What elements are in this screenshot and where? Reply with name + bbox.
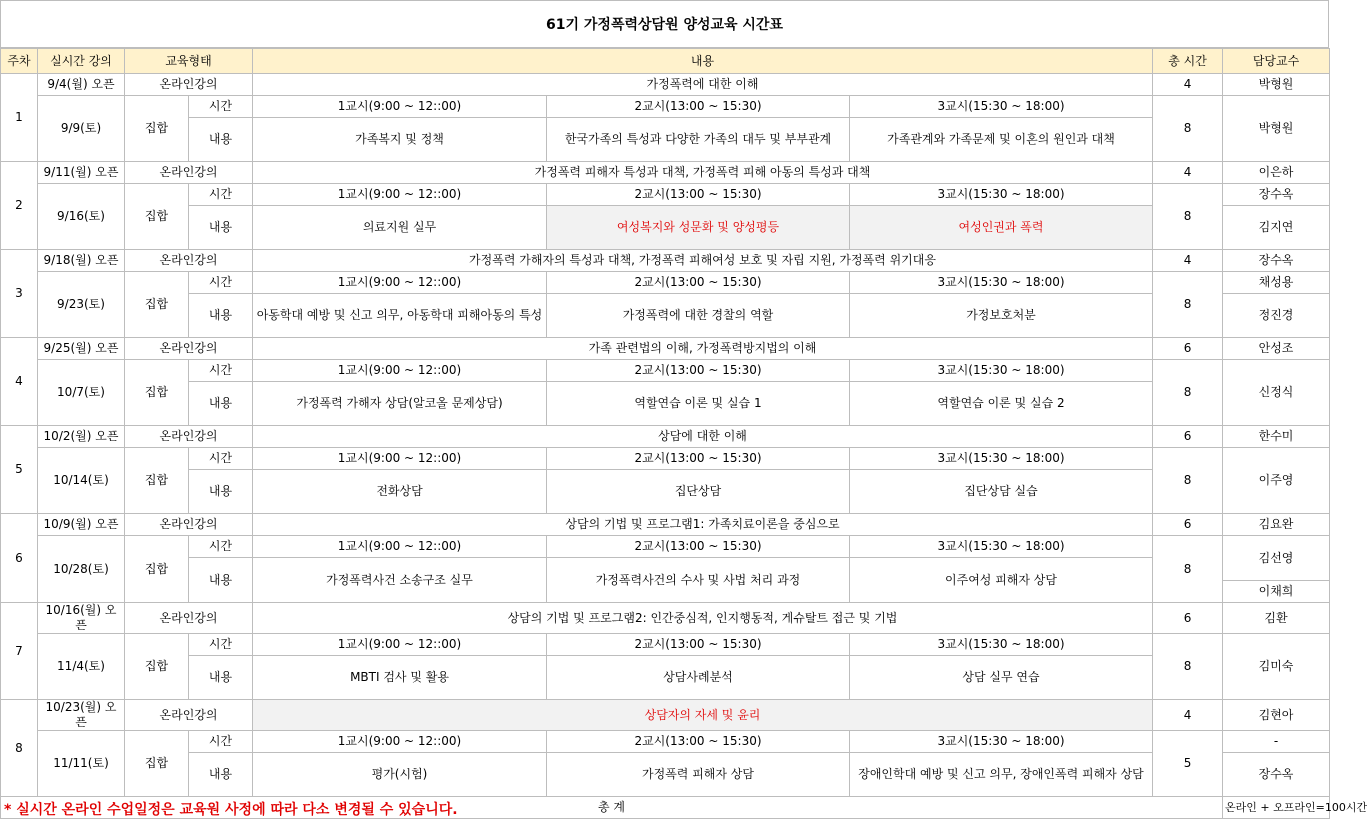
offline-date: 11/11(토)	[38, 731, 125, 797]
col-week: 주차	[1, 49, 38, 74]
offline-date: 11/4(토)	[38, 634, 125, 700]
content-label: 내용	[189, 118, 253, 162]
format-online: 온라인강의	[125, 162, 253, 184]
offline-hours: 8	[1153, 634, 1223, 700]
format-online: 온라인강의	[125, 603, 253, 634]
online-prof: 이은하	[1223, 162, 1330, 184]
class-2: 가정폭력 피해자 상담	[547, 753, 850, 797]
week-content-row	[1, 206, 1330, 250]
offline-date: 10/14(토)	[38, 448, 125, 514]
time-label: 시간	[189, 536, 253, 558]
period-1: 1교시(9:00 ~ 12::00)	[253, 360, 547, 382]
offline-prof-2: 이채희	[1258, 584, 1294, 598]
period-1: 1교시(9:00 ~ 12::00)	[253, 184, 547, 206]
offline-prof: 김선영	[1223, 536, 1329, 581]
schedule-note: * 실시간 온라인 수업일정은 교육원 사정에 따라 다소 변경될 수 있습니다.	[4, 802, 458, 818]
offline-hours: 8	[1153, 272, 1223, 338]
format-online: 온라인강의	[125, 514, 253, 536]
class-3: 가족관계와 가족문제 및 이혼의 원인과 대책	[850, 118, 1153, 162]
format-offline: 집합	[125, 731, 189, 797]
class-2: 가정폭력사건의 수사 및 사법 처리 과정	[547, 558, 850, 603]
col-content: 내용	[253, 49, 1153, 74]
class-2: 가정폭력에 대한 경찰의 역할	[547, 294, 850, 338]
online-prof: 김현아	[1223, 700, 1330, 731]
class-1: 전화상담	[253, 470, 547, 514]
col-realtime: 실시간 강의	[38, 49, 125, 74]
online-prof: 김환	[1223, 603, 1330, 634]
online-topic: 상담의 기법 및 프로그램1: 가족치료이론을 중심으로	[253, 514, 1153, 536]
offline-prof: 박형원	[1223, 96, 1330, 162]
col-prof: 담당교수	[1223, 49, 1330, 74]
online-prof: 박형원	[1223, 74, 1330, 96]
offline-date: 9/9(토)	[38, 96, 125, 162]
online-date: 10/16(월) 오픈	[38, 603, 125, 634]
offline-hours: 8	[1153, 360, 1223, 426]
week-content-row	[1, 118, 1330, 162]
class-1: 평가(시험)	[253, 753, 547, 797]
offline-hours: 8	[1153, 96, 1223, 162]
online-topic: 가정폭력 피해자 특성과 대책, 가정폭력 피해 아동의 특성과 대책	[253, 162, 1153, 184]
offline-hours: 8	[1153, 448, 1223, 514]
week-time-row	[1, 272, 1330, 294]
online-hours: 6	[1153, 426, 1223, 448]
format-online: 온라인강의	[125, 700, 253, 731]
content-label: 내용	[189, 558, 253, 603]
period-1: 1교시(9:00 ~ 12::00)	[253, 96, 547, 118]
class-2: 상담사례분석	[547, 656, 850, 700]
class-2: 역할연습 이론 및 실습 1	[547, 382, 850, 426]
time-label: 시간	[189, 360, 253, 382]
time-label: 시간	[189, 184, 253, 206]
offline-date: 9/16(토)	[38, 184, 125, 250]
total-value: 온라인 + 오프라인=100시간	[1223, 797, 1330, 819]
week-content-row	[1, 382, 1330, 426]
class-2: 집단상담	[547, 470, 850, 514]
online-date: 10/23(월) 오픈	[38, 700, 125, 731]
offline-date: 10/7(토)	[38, 360, 125, 426]
class-3: 상담 실무 연습	[850, 656, 1153, 700]
offline-hours: 8	[1153, 536, 1223, 603]
class-1: MBTI 검사 및 활용	[253, 656, 547, 700]
online-hours: 4	[1153, 250, 1223, 272]
time-label: 시간	[189, 272, 253, 294]
content-label: 내용	[189, 294, 253, 338]
time-label: 시간	[189, 96, 253, 118]
format-offline: 집합	[125, 360, 189, 426]
period-3: 3교시(15:30 ~ 18:00)	[850, 272, 1153, 294]
class-3: 장애인학대 예방 및 신고 의무, 장애인폭력 피해자 상담	[850, 753, 1153, 797]
period-2: 2교시(13:00 ~ 15:30)	[547, 731, 850, 753]
offline-prof-2: 정진경	[1223, 294, 1330, 338]
week-time-row	[1, 184, 1330, 206]
class-2: 한국가족의 특성과 다양한 가족의 대두 및 부부관계	[547, 118, 850, 162]
header-row	[1, 49, 1330, 74]
period-1: 1교시(9:00 ~ 12::00)	[253, 536, 547, 558]
period-2: 2교시(13:00 ~ 15:30)	[547, 634, 850, 656]
format-offline: 집합	[125, 634, 189, 700]
online-date: 9/11(월) 오픈	[38, 162, 125, 184]
col-total: 총 시간	[1153, 49, 1223, 74]
week-number: 7	[1, 603, 38, 700]
format-offline: 집합	[125, 272, 189, 338]
week-time-row	[1, 360, 1330, 382]
offline-prof: -	[1223, 731, 1330, 753]
content-label: 내용	[189, 382, 253, 426]
schedule-table	[0, 48, 1367, 819]
week-number: 4	[1, 338, 38, 426]
period-2: 2교시(13:00 ~ 15:30)	[547, 184, 850, 206]
week-online-row	[1, 514, 1330, 536]
period-1: 1교시(9:00 ~ 12::00)	[253, 731, 547, 753]
class-1: 가정폭력 가해자 상담(알코올 문제상담)	[253, 382, 547, 426]
week-time-row	[1, 448, 1330, 470]
period-2: 2교시(13:00 ~ 15:30)	[547, 96, 850, 118]
class-1: 아동학대 예방 및 신고 의무, 아동학대 피해아동의 특성	[253, 294, 547, 338]
format-offline: 집합	[125, 184, 189, 250]
class-1: 의료지원 실무	[253, 206, 547, 250]
week-time-row	[1, 536, 1330, 558]
class-3: 여성인권과 폭력	[850, 206, 1153, 250]
online-hours: 6	[1153, 514, 1223, 536]
period-2: 2교시(13:00 ~ 15:30)	[547, 360, 850, 382]
offline-prof-group	[1223, 536, 1330, 603]
week-time-row	[1, 634, 1330, 656]
time-label: 시간	[189, 634, 253, 656]
week-content-row	[1, 470, 1330, 514]
content-label: 내용	[189, 470, 253, 514]
week-number: 1	[1, 74, 38, 162]
period-3: 3교시(15:30 ~ 18:00)	[850, 448, 1153, 470]
period-2: 2교시(13:00 ~ 15:30)	[547, 272, 850, 294]
format-online: 온라인강의	[125, 250, 253, 272]
offline-prof-2: 장수옥	[1223, 753, 1330, 797]
period-1: 1교시(9:00 ~ 12::00)	[253, 272, 547, 294]
period-3: 3교시(15:30 ~ 18:00)	[850, 634, 1153, 656]
class-3: 가정보호처분	[850, 294, 1153, 338]
offline-prof: 신정식	[1223, 360, 1330, 426]
online-prof: 한수미	[1223, 426, 1330, 448]
period-3: 3교시(15:30 ~ 18:00)	[850, 184, 1153, 206]
offline-date: 10/28(토)	[38, 536, 125, 603]
time-label: 시간	[189, 731, 253, 753]
online-hours: 4	[1153, 74, 1223, 96]
format-offline: 집합	[125, 536, 189, 603]
week-online-row	[1, 426, 1330, 448]
week-time-row	[1, 731, 1330, 753]
class-2: 여성복지와 성문화 및 양성평등	[547, 206, 850, 250]
online-hours: 4	[1153, 162, 1223, 184]
online-topic: 가정폭력 가해자의 특성과 대책, 가정폭력 피해여성 보호 및 자립 지원, 가정폭력 위기대응	[253, 250, 1153, 272]
week-number: 6	[1, 514, 38, 603]
week-time-row	[1, 96, 1330, 118]
week-online-row	[1, 250, 1330, 272]
week-number: 5	[1, 426, 38, 514]
offline-prof: 장수옥	[1223, 184, 1330, 206]
week-number: 3	[1, 250, 38, 338]
format-online: 온라인강의	[125, 338, 253, 360]
format-online: 온라인강의	[125, 74, 253, 96]
content-label: 내용	[189, 206, 253, 250]
class-3: 역할연습 이론 및 실습 2	[850, 382, 1153, 426]
offline-prof-2: 김지연	[1223, 206, 1330, 250]
online-topic: 가족 관련법의 이해, 가정폭력방지법의 이해	[253, 338, 1153, 360]
class-3: 이주여성 피해자 상담	[850, 558, 1153, 603]
period-2: 2교시(13:00 ~ 15:30)	[547, 536, 850, 558]
period-3: 3교시(15:30 ~ 18:00)	[850, 360, 1153, 382]
time-label: 시간	[189, 448, 253, 470]
online-date: 9/25(월) 오픈	[38, 338, 125, 360]
online-topic: 상담에 대한 이해	[253, 426, 1153, 448]
format-offline: 집합	[125, 448, 189, 514]
page-title: 61기 가정폭력상담원 양성교육 시간표	[0, 0, 1329, 48]
total-label: 총 계	[1, 797, 1223, 819]
class-3: 집단상담 실습	[850, 470, 1153, 514]
period-2: 2교시(13:00 ~ 15:30)	[547, 448, 850, 470]
online-date: 9/4(월) 오픈	[38, 74, 125, 96]
class-1: 가족복지 및 정책	[253, 118, 547, 162]
week-content-row	[1, 753, 1330, 797]
week-online-row	[1, 603, 1330, 634]
content-label: 내용	[189, 656, 253, 700]
week-online-row	[1, 162, 1330, 184]
online-prof: 장수옥	[1223, 250, 1330, 272]
offline-prof: 김미숙	[1223, 634, 1330, 700]
offline-prof: 이주영	[1223, 448, 1330, 514]
col-format: 교육형태	[125, 49, 253, 74]
online-topic: 상담자의 자세 및 윤리	[253, 700, 1153, 731]
online-prof: 김요완	[1223, 514, 1330, 536]
week-number: 2	[1, 162, 38, 250]
week-content-row	[1, 656, 1330, 700]
offline-hours: 5	[1153, 731, 1223, 797]
offline-date: 9/23(토)	[38, 272, 125, 338]
online-date: 10/2(월) 오픈	[38, 426, 125, 448]
online-prof: 안성조	[1223, 338, 1330, 360]
week-online-row	[1, 338, 1330, 360]
week-content-row	[1, 294, 1330, 338]
offline-prof: 채성용	[1223, 272, 1330, 294]
online-date: 9/18(월) 오픈	[38, 250, 125, 272]
offline-hours: 8	[1153, 184, 1223, 250]
online-date: 10/9(월) 오픈	[38, 514, 125, 536]
online-hours: 6	[1153, 603, 1223, 634]
week-online-row	[1, 700, 1330, 731]
week-online-row	[1, 74, 1330, 96]
period-1: 1교시(9:00 ~ 12::00)	[253, 634, 547, 656]
online-hours: 6	[1153, 338, 1223, 360]
period-3: 3교시(15:30 ~ 18:00)	[850, 731, 1153, 753]
week-number: 8	[1, 700, 38, 797]
period-1: 1교시(9:00 ~ 12::00)	[253, 448, 547, 470]
week-content-row	[1, 558, 1330, 603]
format-online: 온라인강의	[125, 426, 253, 448]
online-hours: 4	[1153, 700, 1223, 731]
period-3: 3교시(15:30 ~ 18:00)	[850, 96, 1153, 118]
period-3: 3교시(15:30 ~ 18:00)	[850, 536, 1153, 558]
format-offline: 집합	[125, 96, 189, 162]
online-topic: 가정폭력에 대한 이해	[253, 74, 1153, 96]
content-label: 내용	[189, 753, 253, 797]
class-1: 가정폭력사건 소송구조 실무	[253, 558, 547, 603]
online-topic: 상담의 기법 및 프로그램2: 인간중심적, 인지행동적, 게슈탈트 접근 및 기법	[253, 603, 1153, 634]
